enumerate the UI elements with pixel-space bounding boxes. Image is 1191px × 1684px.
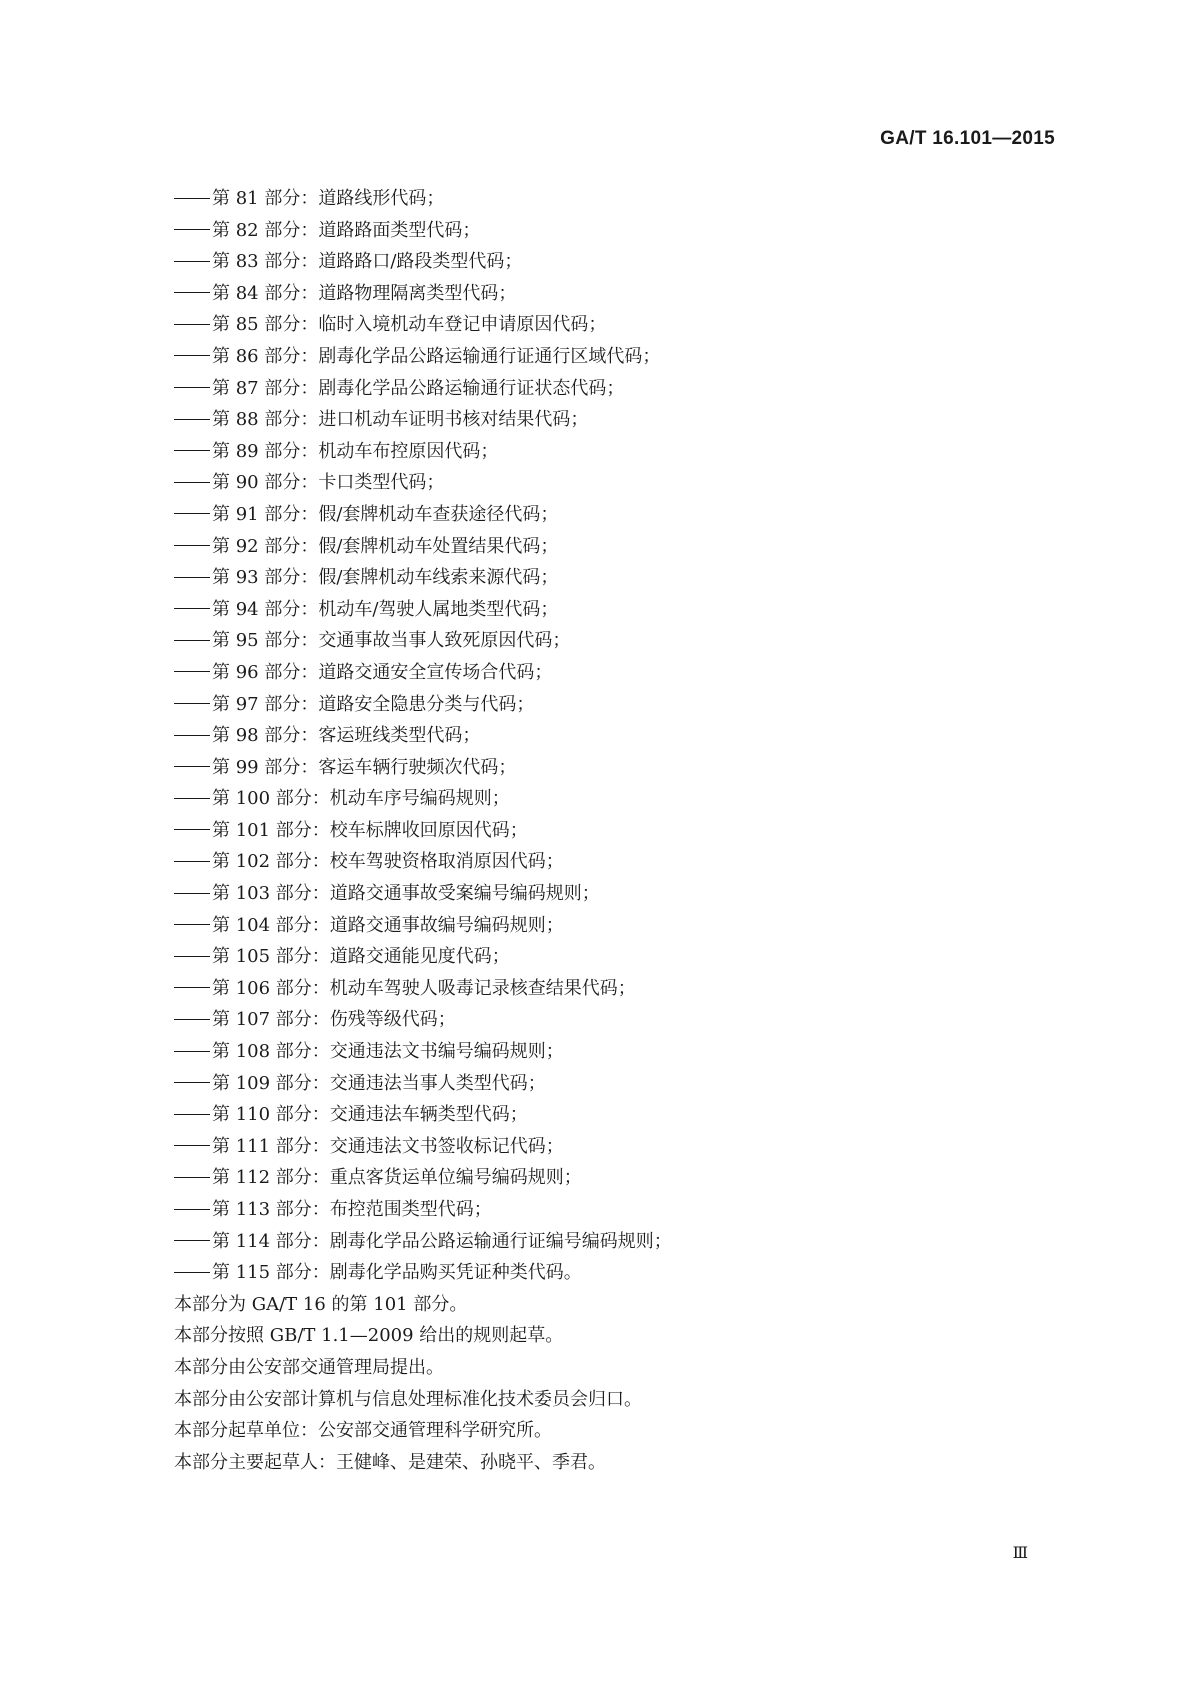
- part-list-item: [174, 973, 1074, 1005]
- part-list-item: [174, 1257, 1074, 1289]
- part-list-item-text: 第 95 部分：交通事故当事人致死原因代码；: [212, 630, 571, 652]
- part-list-item-text: 第 85 部分：临时入境机动车登记申请原因代码；: [212, 314, 607, 336]
- em-dash-marker: [174, 766, 210, 767]
- em-dash-marker: [174, 798, 210, 799]
- part-list-item-text: 第 96 部分：道路交通安全宣传场合代码；: [212, 661, 553, 683]
- em-dash-marker: [174, 1177, 210, 1178]
- part-list-item-text: 第 110 部分：交通违法车辆类型代码；: [212, 1104, 528, 1126]
- em-dash-marker: [174, 324, 210, 325]
- part-list-item-text: 第 112 部分：重点客货运单位编号编码规则；: [212, 1167, 582, 1189]
- em-dash-marker: [174, 608, 210, 609]
- em-dash-marker: [174, 229, 210, 230]
- part-list-item: [174, 625, 1074, 657]
- part-list-item: [174, 278, 1074, 310]
- part-list-item: [174, 1131, 1074, 1163]
- em-dash-marker: [174, 1082, 210, 1083]
- part-list-item: [174, 657, 1074, 689]
- part-list: [174, 183, 1074, 1289]
- em-dash-marker: [174, 450, 210, 451]
- part-list-item-text: 第 87 部分：剧毒化学品公路运输通行证状态代码；: [212, 377, 625, 399]
- em-dash-marker: [174, 735, 210, 736]
- part-list-item: [174, 910, 1074, 942]
- part-list-item-text: 第 100 部分：机动车序号编码规则；: [212, 788, 510, 810]
- part-list-item: [174, 373, 1074, 405]
- part-list-item: [174, 309, 1074, 341]
- part-list-item-text: 第 93 部分：假/套牌机动车线索来源代码；: [212, 567, 559, 589]
- part-list-item-text: 第 105 部分：道路交通能见度代码；: [212, 946, 510, 968]
- part-list-item-text: 第 113 部分：布控范围类型代码；: [212, 1199, 492, 1220]
- body-paragraph: 本部分为 GA/T 16 的第 101 部分。: [174, 1293, 468, 1315]
- part-list-item: [174, 720, 1074, 752]
- em-dash-marker: [174, 1240, 210, 1241]
- em-dash-marker: [174, 861, 210, 862]
- part-list-item: [174, 878, 1074, 910]
- part-list-item-text: 第 103 部分：道路交通事故受案编号编码规则；: [212, 883, 600, 905]
- part-list-item: [174, 689, 1074, 721]
- part-list-item-text: 第 114 部分：剧毒化学品公路运输通行证编号编码规则；: [212, 1230, 672, 1252]
- part-list-item: [174, 1099, 1074, 1131]
- part-list-item-text: 第 102 部分：校车驾驶资格取消原因代码；: [212, 851, 564, 873]
- em-dash-marker: [174, 419, 210, 420]
- part-list-item-text: 第 107 部分：伤残等级代码；: [212, 1009, 456, 1031]
- part-list-item: [174, 531, 1074, 563]
- part-list-item: [174, 1068, 1074, 1100]
- part-list-item-text: 第 106 部分：机动车驾驶人吸毒记录核查结果代码；: [212, 977, 636, 999]
- body-paragraph: 本部分由公安部交通管理局提出。: [174, 1356, 444, 1378]
- part-list-item-text: 第 108 部分：交通违法文书编号编码规则；: [212, 1041, 564, 1063]
- part-list-item: [174, 815, 1074, 847]
- em-dash-marker: [174, 893, 210, 894]
- em-dash-marker: [174, 987, 210, 988]
- em-dash-marker: [174, 671, 210, 672]
- part-list-item-text: 第 82 部分：道路路面类型代码；: [212, 219, 481, 241]
- part-list-item: [174, 1194, 1074, 1226]
- em-dash-marker: [174, 577, 210, 578]
- part-list-item-text: 第 92 部分：假/套牌机动车处置结果代码；: [212, 535, 559, 557]
- em-dash-marker: [174, 261, 210, 262]
- part-list-item: [174, 467, 1074, 499]
- part-list-item-text: 第 83 部分：道路路口/路段类型代码；: [212, 251, 523, 273]
- part-list-item: [174, 1004, 1074, 1036]
- part-list-item: [174, 246, 1074, 278]
- part-list-item: [174, 341, 1074, 373]
- em-dash-marker: [174, 640, 210, 641]
- part-list-item-text: 第 109 部分：交通违法当事人类型代码；: [212, 1072, 546, 1094]
- part-list-item-text: 第 99 部分：客运车辆行驶频次代码；: [212, 756, 517, 778]
- em-dash-marker: [174, 829, 210, 830]
- em-dash-marker: [174, 1019, 210, 1020]
- em-dash-marker: [174, 387, 210, 388]
- em-dash-marker: [174, 1145, 210, 1146]
- part-list-item: [174, 594, 1074, 626]
- part-list-item: [174, 562, 1074, 594]
- part-list-item: [174, 1036, 1074, 1068]
- em-dash-marker: [174, 924, 210, 925]
- part-list-item-text: 第 101 部分：校车标牌收回原因代码；: [212, 819, 528, 841]
- em-dash-marker: [174, 956, 210, 957]
- em-dash-marker: [174, 513, 210, 514]
- em-dash-marker: [174, 1114, 210, 1115]
- part-list-item-text: 第 91 部分：假/套牌机动车查获途径代码；: [212, 503, 559, 525]
- standard-code: GA/T 16.101—2015: [880, 128, 1055, 149]
- em-dash-marker: [174, 703, 210, 704]
- part-list-item-text: 第 90 部分：卡口类型代码；: [212, 472, 445, 494]
- part-list-item: [174, 499, 1074, 531]
- part-list-item: [174, 215, 1074, 247]
- part-list-item-text: 第 111 部分：交通违法文书签收标记代码；: [212, 1135, 564, 1157]
- part-list-item: [174, 941, 1074, 973]
- part-list-item-text: 第 97 部分：道路安全隐患分类与代码；: [212, 693, 535, 715]
- part-list-item-text: 第 94 部分：机动车/驾驶人属地类型代码；: [212, 598, 559, 620]
- em-dash-marker: [174, 482, 210, 483]
- part-list-item: [174, 183, 1074, 215]
- em-dash-marker: [174, 355, 210, 356]
- page-number: Ⅲ: [1012, 1543, 1028, 1562]
- body-paragraph: 本部分按照 GB/T 1.1—2009 给出的规则起草。: [174, 1325, 564, 1347]
- em-dash-marker: [174, 292, 210, 293]
- part-list-item-text: 第 81 部分：道路线形代码；: [212, 188, 445, 209]
- em-dash-marker: [174, 1051, 210, 1052]
- part-list-item-text: 第 88 部分：进口机动车证明书核对结果代码；: [212, 409, 589, 431]
- part-list-item: [174, 1226, 1074, 1258]
- part-list-item: [174, 752, 1074, 784]
- em-dash-marker: [174, 198, 210, 199]
- part-list-item-text: 第 104 部分：道路交通事故编号编码规则；: [212, 914, 564, 936]
- body-paragraph: 本部分由公安部计算机与信息处理标准化技术委员会归口。: [174, 1388, 642, 1410]
- em-dash-marker: [174, 1272, 210, 1273]
- em-dash-marker: [174, 1209, 210, 1210]
- part-list-item-text: 第 89 部分：机动车布控原因代码；: [212, 440, 499, 462]
- part-list-item-text: 第 98 部分：客运班线类型代码；: [212, 725, 481, 747]
- part-list-item: [174, 436, 1074, 468]
- part-list-item: [174, 404, 1074, 436]
- part-list-item-text: 第 115 部分：剧毒化学品购买凭证种类代码。: [212, 1262, 582, 1284]
- body-paragraph: 本部分主要起草人：王健峰、是建荣、孙晓平、季君。: [174, 1451, 606, 1473]
- part-list-item: [174, 783, 1074, 815]
- part-list-item: [174, 1162, 1074, 1194]
- body-paragraph: 本部分起草单位：公安部交通管理科学研究所。: [174, 1420, 552, 1442]
- document-body: [174, 183, 1074, 1478]
- em-dash-marker: [174, 545, 210, 546]
- paragraph-list: [174, 1289, 1074, 1479]
- part-list-item: [174, 846, 1074, 878]
- part-list-item-text: 第 84 部分：道路物理隔离类型代码；: [212, 282, 517, 304]
- part-list-item-text: 第 86 部分：剧毒化学品公路运输通行证通行区域代码；: [212, 345, 661, 367]
